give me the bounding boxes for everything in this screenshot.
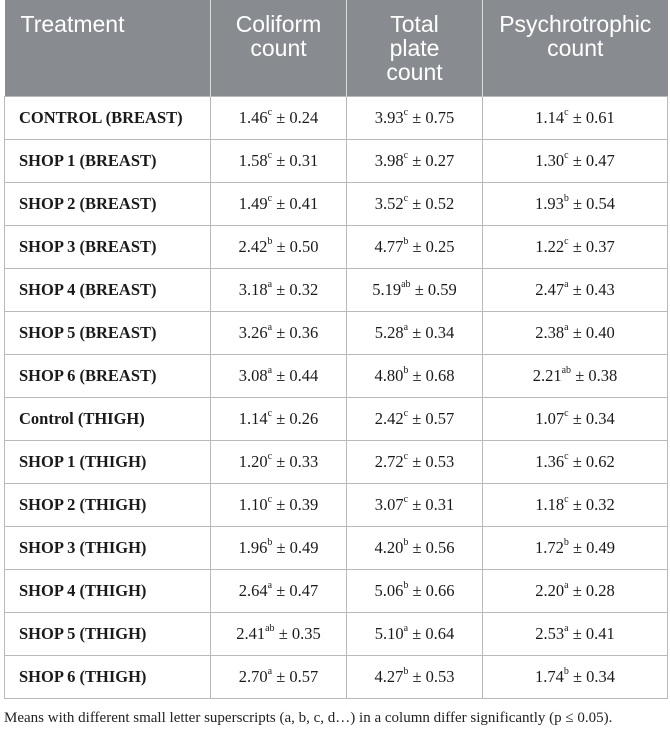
column-header-line: count bbox=[250, 35, 307, 61]
sd-value: ± 0.50 bbox=[276, 236, 319, 256]
value-cell bbox=[347, 655, 483, 698]
sd-value: ± 0.32 bbox=[276, 279, 319, 299]
table-row bbox=[5, 569, 668, 612]
significance-superscript: c bbox=[564, 150, 569, 161]
value-cell bbox=[483, 612, 668, 655]
mean-value: 1.72 bbox=[534, 537, 564, 557]
value-cell bbox=[211, 397, 347, 440]
column-header-line: count bbox=[547, 35, 604, 61]
mean-value: 4.27 bbox=[374, 666, 404, 686]
value-cell bbox=[483, 354, 668, 397]
mean-value: 3.52 bbox=[374, 193, 404, 213]
mean-value: 2.20 bbox=[535, 580, 565, 600]
significance-superscript: ab bbox=[561, 365, 572, 376]
value-cell bbox=[211, 96, 347, 139]
sd-value: ± 0.34 bbox=[572, 408, 615, 428]
value-cell bbox=[347, 225, 483, 268]
sd-value: ± 0.53 bbox=[412, 666, 455, 686]
mean-value: 1.46 bbox=[238, 107, 268, 127]
value-cell bbox=[211, 225, 347, 268]
value-cell bbox=[347, 526, 483, 569]
mean-value: 5.06 bbox=[374, 580, 404, 600]
mean-value: 2.42 bbox=[374, 408, 404, 428]
significance-superscript: a bbox=[564, 623, 569, 634]
mean-value: 1.58 bbox=[238, 150, 268, 170]
significance-superscript: c bbox=[564, 236, 569, 247]
mean-value: 1.07 bbox=[535, 408, 565, 428]
value-cell bbox=[211, 311, 347, 354]
mean-value: 4.77 bbox=[374, 236, 404, 256]
table-row bbox=[5, 354, 668, 397]
mean-value: 2.21 bbox=[532, 365, 562, 385]
sd-value: ± 0.41 bbox=[276, 193, 319, 213]
mean-value: 1.49 bbox=[238, 193, 268, 213]
treatment-label: SHOP 5 (THIGH) bbox=[5, 612, 211, 655]
significance-superscript: b bbox=[563, 537, 569, 548]
treatment-label: SHOP 5 (BREAST) bbox=[5, 311, 211, 354]
table-row bbox=[5, 440, 668, 483]
treatment-label: SHOP 3 (BREAST) bbox=[5, 225, 211, 268]
significance-superscript: c bbox=[564, 107, 569, 118]
treatment-label: SHOP 1 (THIGH) bbox=[5, 440, 211, 483]
mean-value: 3.93 bbox=[374, 107, 404, 127]
table-row bbox=[5, 182, 668, 225]
value-cell bbox=[483, 397, 668, 440]
sd-value: ± 0.52 bbox=[412, 193, 455, 213]
mean-value: 2.42 bbox=[238, 236, 268, 256]
sd-value: ± 0.28 bbox=[572, 580, 615, 600]
mean-value: 2.47 bbox=[535, 279, 565, 299]
sd-value: ± 0.75 bbox=[412, 107, 455, 127]
column-header-line: Coliform bbox=[235, 11, 322, 37]
sd-value: ± 0.37 bbox=[572, 236, 615, 256]
results-table bbox=[4, 0, 668, 699]
value-cell bbox=[347, 483, 483, 526]
value-cell bbox=[347, 139, 483, 182]
sd-value: ± 0.32 bbox=[572, 494, 615, 514]
mean-value: 1.93 bbox=[534, 193, 564, 213]
sd-value: ± 0.59 bbox=[414, 279, 457, 299]
significance-superscript: c bbox=[267, 193, 273, 204]
sd-value: ± 0.27 bbox=[412, 150, 455, 170]
table-header bbox=[5, 0, 668, 96]
value-cell bbox=[347, 311, 483, 354]
sd-value: ± 0.34 bbox=[572, 666, 616, 686]
header-row bbox=[5, 0, 668, 96]
sd-value: ± 0.54 bbox=[572, 193, 616, 213]
mean-value: 1.22 bbox=[535, 236, 565, 256]
sd-value: ± 0.24 bbox=[276, 107, 319, 127]
significance-superscript: a bbox=[403, 623, 409, 634]
column-header bbox=[211, 0, 347, 96]
table-row bbox=[5, 96, 668, 139]
significance-superscript: b bbox=[267, 537, 273, 548]
significance-superscript: c bbox=[267, 494, 273, 505]
sd-value: ± 0.47 bbox=[572, 150, 615, 170]
table-row bbox=[5, 612, 668, 655]
significance-superscript: a bbox=[564, 322, 569, 333]
table-footnote: Means with different small letter superscripts (a, b, c, d…) in a column differ significantly (p ≤ 0.05). bbox=[4, 710, 613, 726]
treatment-label: SHOP 2 (THIGH) bbox=[5, 483, 211, 526]
table-body bbox=[5, 96, 668, 698]
mean-value: 5.19 bbox=[372, 279, 402, 299]
significance-superscript: c bbox=[267, 451, 273, 462]
sd-value: ± 0.47 bbox=[276, 580, 319, 600]
treatment-label: SHOP 2 (BREAST) bbox=[5, 182, 211, 225]
table-row bbox=[5, 526, 668, 569]
value-cell bbox=[347, 268, 483, 311]
mean-value: 3.18 bbox=[238, 279, 268, 299]
column-header bbox=[347, 0, 483, 96]
mean-value: 2.64 bbox=[238, 580, 268, 600]
mean-value: 4.20 bbox=[374, 537, 404, 557]
value-cell bbox=[347, 440, 483, 483]
value-cell bbox=[347, 96, 483, 139]
sd-value: ± 0.64 bbox=[412, 623, 455, 643]
table-row bbox=[5, 139, 668, 182]
significance-superscript: c bbox=[403, 107, 409, 118]
mean-value: 2.72 bbox=[374, 451, 404, 471]
significance-superscript: b bbox=[403, 365, 409, 376]
table-row bbox=[5, 225, 668, 268]
sd-value: ± 0.57 bbox=[276, 666, 319, 686]
significance-superscript: a bbox=[564, 580, 569, 591]
mean-value: 1.30 bbox=[535, 150, 565, 170]
sd-value: ± 0.57 bbox=[412, 408, 455, 428]
sd-value: ± 0.40 bbox=[572, 322, 615, 342]
mean-value: 1.20 bbox=[238, 451, 268, 471]
significance-superscript: b bbox=[403, 537, 409, 548]
significance-superscript: a bbox=[267, 322, 273, 333]
treatment-label: CONTROL (BREAST) bbox=[5, 96, 211, 139]
sd-value: ± 0.62 bbox=[572, 451, 615, 471]
sd-value: ± 0.39 bbox=[276, 494, 319, 514]
significance-superscript: a bbox=[267, 666, 273, 677]
sd-value: ± 0.44 bbox=[276, 365, 319, 385]
significance-superscript: c bbox=[403, 451, 409, 462]
significance-superscript: c bbox=[267, 408, 273, 419]
value-cell bbox=[347, 612, 483, 655]
sd-value: ± 0.26 bbox=[276, 408, 319, 428]
significance-superscript: c bbox=[564, 494, 569, 505]
mean-value: 1.96 bbox=[238, 537, 268, 557]
value-cell bbox=[211, 139, 347, 182]
significance-superscript: b bbox=[403, 580, 409, 591]
value-cell bbox=[211, 440, 347, 483]
sd-value: ± 0.49 bbox=[276, 537, 319, 557]
value-cell bbox=[483, 311, 668, 354]
significance-superscript: a bbox=[564, 279, 569, 290]
value-cell bbox=[211, 612, 347, 655]
treatment-label: SHOP 6 (THIGH) bbox=[5, 655, 211, 698]
sd-value: ± 0.34 bbox=[412, 322, 455, 342]
significance-superscript: b bbox=[403, 666, 409, 677]
mean-value: 5.10 bbox=[374, 623, 404, 643]
value-cell bbox=[211, 526, 347, 569]
sd-value: ± 0.43 bbox=[572, 279, 615, 299]
value-cell bbox=[211, 569, 347, 612]
significance-superscript: ab bbox=[401, 279, 411, 290]
sd-value: ± 0.31 bbox=[276, 150, 319, 170]
mean-value: 2.70 bbox=[238, 666, 268, 686]
sd-value: ± 0.38 bbox=[575, 365, 618, 385]
table-row bbox=[5, 268, 668, 311]
sd-value: ± 0.36 bbox=[276, 322, 319, 342]
value-cell bbox=[211, 182, 347, 225]
significance-superscript: c bbox=[403, 408, 409, 419]
significance-superscript: c bbox=[403, 193, 409, 204]
value-cell bbox=[211, 354, 347, 397]
mean-value: 2.41 bbox=[236, 623, 266, 643]
value-cell bbox=[483, 182, 668, 225]
value-cell bbox=[347, 569, 483, 612]
treatment-label: SHOP 1 (BREAST) bbox=[5, 139, 211, 182]
value-cell bbox=[211, 483, 347, 526]
value-cell bbox=[483, 440, 668, 483]
significance-superscript: a bbox=[267, 580, 273, 591]
value-cell bbox=[483, 268, 668, 311]
sd-value: ± 0.68 bbox=[412, 365, 455, 385]
significance-superscript: a bbox=[267, 365, 273, 376]
significance-superscript: c bbox=[267, 107, 273, 118]
value-cell bbox=[483, 483, 668, 526]
mean-value: 4.80 bbox=[374, 365, 404, 385]
treatment-label: SHOP 4 (THIGH) bbox=[5, 569, 211, 612]
mean-value: 1.14 bbox=[238, 408, 268, 428]
mean-value: 3.08 bbox=[238, 365, 268, 385]
significance-superscript: b bbox=[403, 236, 409, 247]
column-header-line: Total bbox=[390, 11, 439, 37]
significance-superscript: b bbox=[563, 193, 569, 204]
column-header-line: count bbox=[386, 59, 443, 85]
treatment-label: Control (THIGH) bbox=[5, 397, 211, 440]
mean-value: 2.53 bbox=[535, 623, 565, 643]
mean-value: 3.26 bbox=[238, 322, 268, 342]
mean-value: 1.18 bbox=[535, 494, 565, 514]
significance-superscript: a bbox=[403, 322, 409, 333]
mean-value: 3.07 bbox=[374, 494, 404, 514]
table-row bbox=[5, 483, 668, 526]
value-cell bbox=[347, 182, 483, 225]
treatment-label: SHOP 3 (THIGH) bbox=[5, 526, 211, 569]
value-cell bbox=[483, 225, 668, 268]
sd-value: ± 0.49 bbox=[572, 537, 616, 557]
significance-superscript: ab bbox=[265, 623, 275, 634]
value-cell bbox=[483, 96, 668, 139]
significance-superscript: b bbox=[267, 236, 273, 247]
significance-superscript: b bbox=[563, 666, 569, 677]
sd-value: ± 0.61 bbox=[572, 107, 615, 127]
sd-value: ± 0.53 bbox=[412, 451, 455, 471]
treatment-label: SHOP 6 (BREAST) bbox=[5, 354, 211, 397]
table-row bbox=[5, 397, 668, 440]
sd-value: ± 0.66 bbox=[412, 580, 455, 600]
mean-value: 1.74 bbox=[534, 666, 564, 686]
sd-value: ± 0.56 bbox=[412, 537, 455, 557]
value-cell bbox=[483, 655, 668, 698]
significance-superscript: c bbox=[564, 408, 569, 419]
sd-value: ± 0.41 bbox=[572, 623, 615, 643]
significance-superscript: c bbox=[267, 150, 273, 161]
sd-value: ± 0.33 bbox=[276, 451, 319, 471]
significance-superscript: c bbox=[403, 494, 409, 505]
sd-value: ± 0.35 bbox=[278, 623, 321, 643]
value-cell bbox=[483, 139, 668, 182]
mean-value: 2.38 bbox=[535, 322, 565, 342]
mean-value: 5.28 bbox=[374, 322, 404, 342]
sd-value: ± 0.25 bbox=[412, 236, 455, 256]
value-cell bbox=[211, 655, 347, 698]
mean-value: 1.10 bbox=[238, 494, 268, 514]
column-header-line: Psychrotrophic bbox=[499, 11, 652, 37]
value-cell bbox=[211, 268, 347, 311]
column-header-line: Treatment bbox=[20, 11, 125, 37]
column-header-line: plate bbox=[389, 35, 440, 61]
mean-value: 3.98 bbox=[374, 150, 404, 170]
significance-superscript: a bbox=[267, 279, 273, 290]
table-row bbox=[5, 311, 668, 354]
value-cell bbox=[483, 526, 668, 569]
value-cell bbox=[347, 397, 483, 440]
column-header bbox=[5, 0, 211, 96]
treatment-label: SHOP 4 (BREAST) bbox=[5, 268, 211, 311]
sd-value: ± 0.31 bbox=[412, 494, 455, 514]
column-header bbox=[483, 0, 668, 96]
mean-value: 1.14 bbox=[535, 107, 565, 127]
significance-superscript: c bbox=[403, 150, 409, 161]
table-row bbox=[5, 655, 668, 698]
mean-value: 1.36 bbox=[535, 451, 565, 471]
value-cell bbox=[347, 354, 483, 397]
value-cell bbox=[483, 569, 668, 612]
significance-superscript: c bbox=[564, 451, 569, 462]
